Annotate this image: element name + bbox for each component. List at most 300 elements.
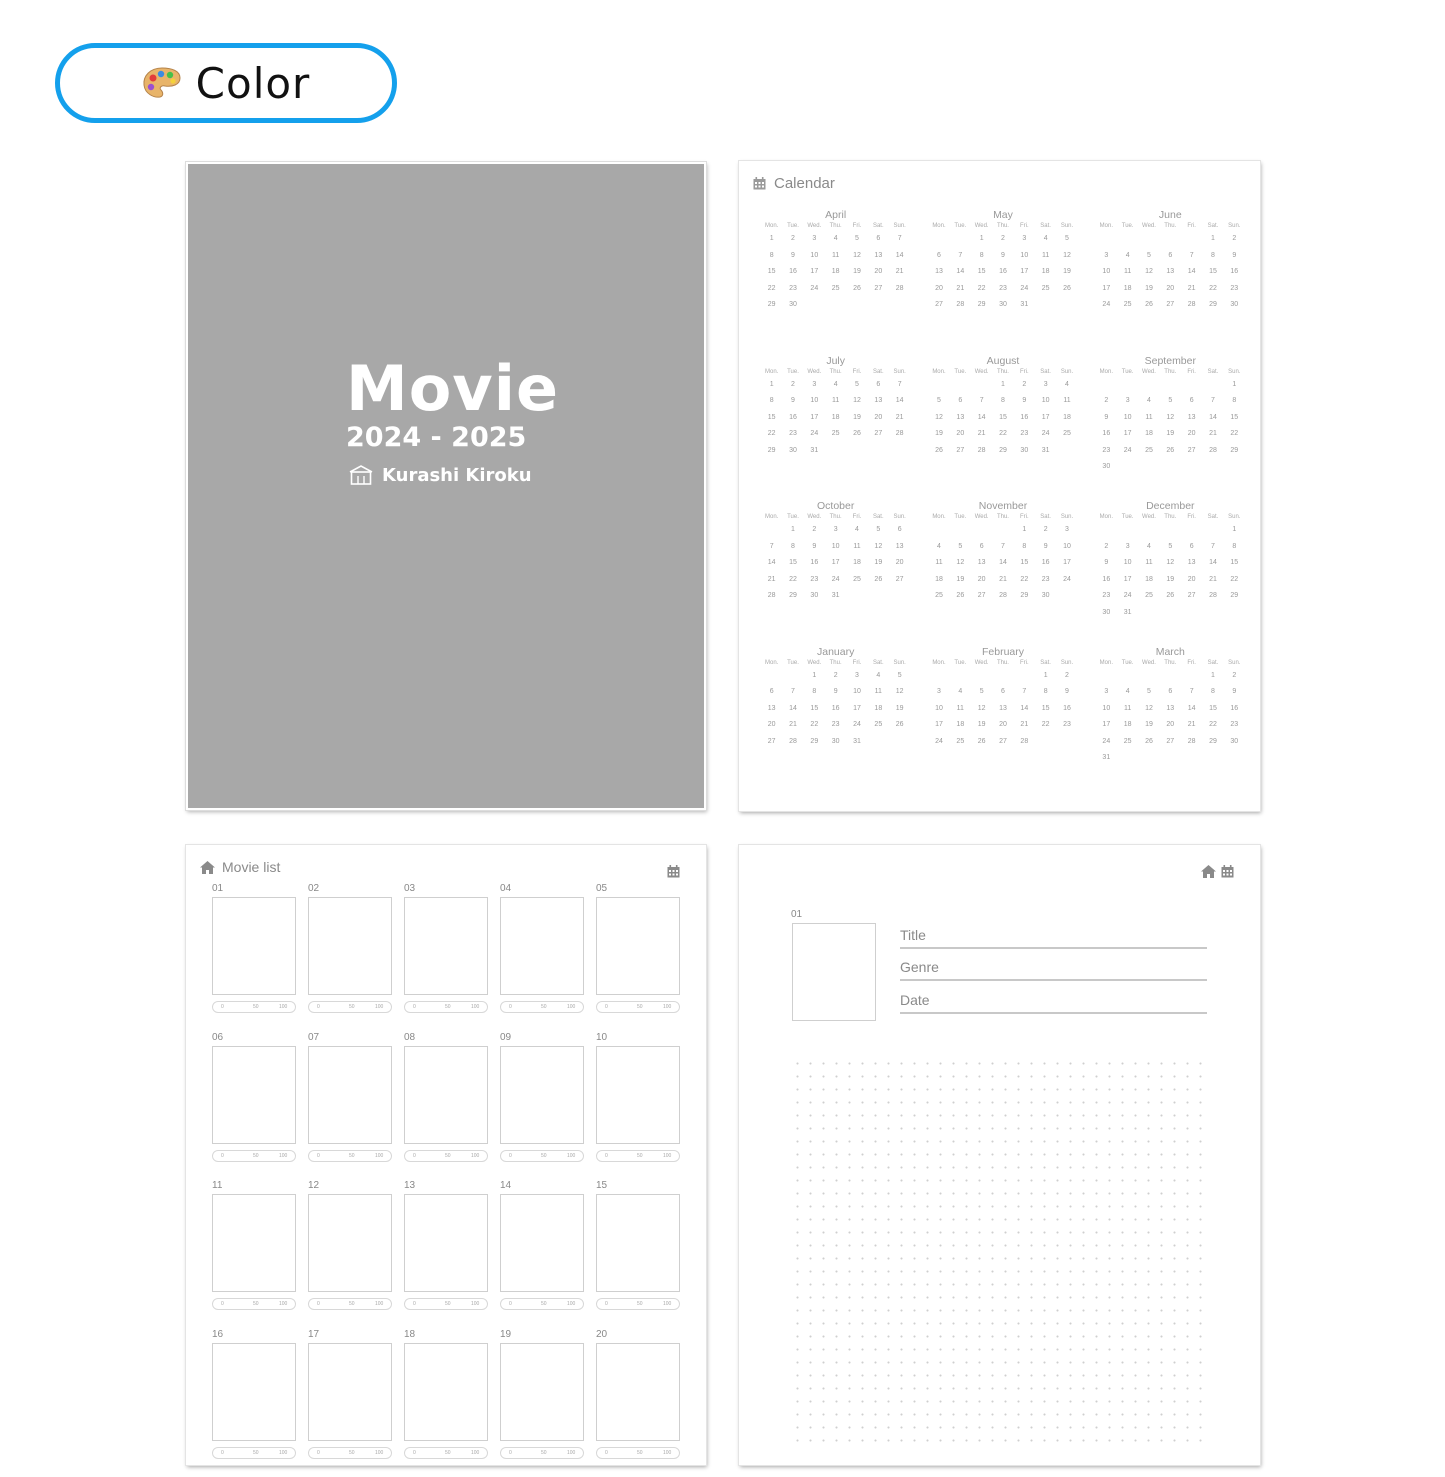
day-cell[interactable]: 11 xyxy=(1056,397,1077,414)
day-cell[interactable]: 24 xyxy=(1096,738,1117,755)
day-cell[interactable]: 4 xyxy=(928,543,949,560)
day-cell[interactable]: 8 xyxy=(1224,543,1245,560)
movie-slot[interactable] xyxy=(404,1329,488,1477)
day-cell[interactable]: 12 xyxy=(889,688,910,705)
day-cell[interactable]: 20 xyxy=(928,285,949,302)
day-cell[interactable]: 21 xyxy=(992,576,1013,593)
day-cell[interactable]: 18 xyxy=(868,705,889,722)
day-cell[interactable]: 14 xyxy=(1202,559,1223,576)
day-cell[interactable]: 1 xyxy=(1202,672,1223,689)
day-cell[interactable]: 13 xyxy=(1181,559,1202,576)
day-cell[interactable]: 20 xyxy=(950,430,971,447)
day-cell[interactable]: 3 xyxy=(1014,235,1035,252)
day-cell[interactable]: 22 xyxy=(971,285,992,302)
day-cell[interactable]: 17 xyxy=(1096,721,1117,738)
movie-slot[interactable] xyxy=(212,1032,296,1181)
day-cell[interactable]: 22 xyxy=(761,430,782,447)
day-cell[interactable]: 18 xyxy=(825,268,846,285)
day-cell[interactable]: 29 xyxy=(1202,738,1223,755)
day-cell[interactable]: 10 xyxy=(804,397,825,414)
day-cell[interactable]: 24 xyxy=(804,285,825,302)
day-cell[interactable]: 22 xyxy=(1224,576,1245,593)
day-cell[interactable]: 12 xyxy=(846,397,867,414)
day-cell[interactable]: 26 xyxy=(868,576,889,593)
day-cell[interactable]: 20 xyxy=(1181,430,1202,447)
poster-box[interactable] xyxy=(212,897,296,995)
day-cell[interactable]: 17 xyxy=(804,268,825,285)
day-cell[interactable]: 3 xyxy=(846,672,867,689)
day-cell[interactable]: 1 xyxy=(992,381,1013,398)
day-cell[interactable]: 14 xyxy=(1014,705,1035,722)
day-cell[interactable]: 6 xyxy=(1181,397,1202,414)
day-cell[interactable]: 8 xyxy=(1202,688,1223,705)
rating-scale[interactable] xyxy=(404,1447,488,1459)
day-cell[interactable]: 20 xyxy=(971,576,992,593)
day-cell[interactable]: 16 xyxy=(1035,559,1056,576)
day-cell[interactable]: 18 xyxy=(1056,414,1077,431)
rating-scale[interactable] xyxy=(596,1001,680,1013)
day-cell[interactable]: 12 xyxy=(950,559,971,576)
rating-scale[interactable] xyxy=(596,1298,680,1310)
day-cell[interactable]: 7 xyxy=(782,688,803,705)
movie-slot[interactable] xyxy=(212,883,296,1032)
day-cell[interactable]: 14 xyxy=(782,705,803,722)
day-cell[interactable]: 5 xyxy=(1138,252,1159,269)
day-cell[interactable]: 4 xyxy=(825,235,846,252)
day-cell[interactable]: 25 xyxy=(1117,301,1138,318)
movie-slot[interactable] xyxy=(500,883,584,1032)
day-cell[interactable]: 18 xyxy=(928,576,949,593)
day-cell[interactable]: 24 xyxy=(1117,447,1138,464)
day-cell[interactable]: 24 xyxy=(1014,285,1035,302)
movie-slot[interactable] xyxy=(308,1180,392,1329)
day-cell[interactable]: 26 xyxy=(928,447,949,464)
day-cell[interactable]: 29 xyxy=(804,738,825,755)
home-icon[interactable] xyxy=(200,861,215,874)
day-cell[interactable]: 21 xyxy=(782,721,803,738)
day-cell[interactable]: 30 xyxy=(1224,738,1245,755)
day-cell[interactable]: 6 xyxy=(992,688,1013,705)
day-cell[interactable]: 13 xyxy=(928,268,949,285)
day-cell[interactable]: 19 xyxy=(868,559,889,576)
day-cell[interactable]: 5 xyxy=(846,381,867,398)
movie-slot[interactable] xyxy=(596,1032,680,1181)
day-cell[interactable]: 15 xyxy=(1014,559,1035,576)
day-cell[interactable]: 31 xyxy=(1035,447,1056,464)
poster-box[interactable] xyxy=(308,897,392,995)
day-cell[interactable]: 20 xyxy=(1160,721,1181,738)
day-cell[interactable]: 3 xyxy=(804,235,825,252)
day-cell[interactable]: 8 xyxy=(761,397,782,414)
day-cell[interactable]: 29 xyxy=(1224,447,1245,464)
day-cell[interactable]: 6 xyxy=(1160,252,1181,269)
day-cell[interactable]: 28 xyxy=(992,592,1013,609)
day-cell[interactable]: 22 xyxy=(1014,576,1035,593)
day-cell[interactable]: 26 xyxy=(1138,301,1159,318)
day-cell[interactable]: 5 xyxy=(846,235,867,252)
day-cell[interactable]: 4 xyxy=(1056,381,1077,398)
day-cell[interactable]: 29 xyxy=(1224,592,1245,609)
day-cell[interactable]: 11 xyxy=(868,688,889,705)
poster-box[interactable] xyxy=(500,1343,584,1441)
day-cell[interactable]: 2 xyxy=(1056,672,1077,689)
day-cell[interactable]: 4 xyxy=(1138,397,1159,414)
day-cell[interactable]: 20 xyxy=(889,559,910,576)
day-cell[interactable]: 27 xyxy=(761,738,782,755)
day-cell[interactable]: 19 xyxy=(1160,576,1181,593)
day-cell[interactable]: 23 xyxy=(992,285,1013,302)
day-cell[interactable]: 19 xyxy=(1138,285,1159,302)
day-cell[interactable]: 24 xyxy=(1096,301,1117,318)
day-cell[interactable]: 1 xyxy=(1014,526,1035,543)
day-cell[interactable]: 27 xyxy=(1160,301,1181,318)
poster-box[interactable] xyxy=(212,1343,296,1441)
poster-box[interactable] xyxy=(792,923,876,1021)
day-cell[interactable]: 26 xyxy=(1056,285,1077,302)
day-cell[interactable]: 3 xyxy=(1096,252,1117,269)
day-cell[interactable]: 27 xyxy=(950,447,971,464)
day-cell[interactable]: 28 xyxy=(1202,447,1223,464)
day-cell[interactable]: 12 xyxy=(928,414,949,431)
movie-slot[interactable] xyxy=(500,1032,584,1181)
day-cell[interactable]: 13 xyxy=(1160,705,1181,722)
day-cell[interactable]: 23 xyxy=(1224,285,1245,302)
rating-scale[interactable] xyxy=(404,1298,488,1310)
day-cell[interactable]: 7 xyxy=(1202,543,1223,560)
day-cell[interactable]: 16 xyxy=(1056,705,1077,722)
day-cell[interactable]: 11 xyxy=(1138,559,1159,576)
day-cell[interactable]: 20 xyxy=(761,721,782,738)
day-cell[interactable]: 25 xyxy=(1035,285,1056,302)
rating-scale[interactable] xyxy=(212,1150,296,1162)
dot-grid-notes[interactable] xyxy=(791,1057,1211,1447)
day-cell[interactable]: 27 xyxy=(971,592,992,609)
day-cell[interactable]: 2 xyxy=(1224,672,1245,689)
rating-scale[interactable] xyxy=(596,1150,680,1162)
poster-box[interactable] xyxy=(596,897,680,995)
day-cell[interactable]: 10 xyxy=(1056,543,1077,560)
day-cell[interactable]: 6 xyxy=(971,543,992,560)
day-cell[interactable]: 23 xyxy=(825,721,846,738)
day-cell[interactable]: 8 xyxy=(992,397,1013,414)
day-cell[interactable]: 3 xyxy=(1117,397,1138,414)
poster-box[interactable] xyxy=(212,1046,296,1144)
day-cell[interactable]: 27 xyxy=(1160,738,1181,755)
day-cell[interactable]: 23 xyxy=(1096,447,1117,464)
day-cell[interactable]: 25 xyxy=(1117,738,1138,755)
day-cell[interactable]: 3 xyxy=(804,381,825,398)
day-cell[interactable]: 1 xyxy=(971,235,992,252)
day-cell[interactable]: 10 xyxy=(1035,397,1056,414)
day-cell[interactable]: 23 xyxy=(1014,430,1035,447)
day-cell[interactable]: 8 xyxy=(804,688,825,705)
day-cell[interactable]: 20 xyxy=(868,268,889,285)
day-cell[interactable]: 25 xyxy=(1056,430,1077,447)
poster-box[interactable] xyxy=(308,1046,392,1144)
title-field[interactable]: Title xyxy=(900,927,1207,949)
day-cell[interactable]: 7 xyxy=(889,235,910,252)
rating-scale[interactable] xyxy=(500,1298,584,1310)
day-cell[interactable]: 26 xyxy=(1160,592,1181,609)
day-cell[interactable]: 26 xyxy=(1138,738,1159,755)
day-cell[interactable]: 3 xyxy=(825,526,846,543)
day-cell[interactable]: 18 xyxy=(950,721,971,738)
day-cell[interactable]: 25 xyxy=(928,592,949,609)
day-cell[interactable]: 2 xyxy=(992,235,1013,252)
day-cell[interactable]: 10 xyxy=(825,543,846,560)
day-cell[interactable]: 5 xyxy=(950,543,971,560)
day-cell[interactable]: 21 xyxy=(1181,285,1202,302)
day-cell[interactable]: 13 xyxy=(868,397,889,414)
day-cell[interactable]: 30 xyxy=(1014,447,1035,464)
day-cell[interactable]: 28 xyxy=(889,285,910,302)
day-cell[interactable]: 9 xyxy=(825,688,846,705)
day-cell[interactable]: 9 xyxy=(1014,397,1035,414)
day-cell[interactable]: 15 xyxy=(804,705,825,722)
day-cell[interactable]: 10 xyxy=(846,688,867,705)
day-cell[interactable]: 10 xyxy=(1096,268,1117,285)
day-cell[interactable]: 8 xyxy=(1202,252,1223,269)
day-cell[interactable]: 9 xyxy=(804,543,825,560)
day-cell[interactable]: 15 xyxy=(1202,268,1223,285)
day-cell[interactable]: 12 xyxy=(1160,559,1181,576)
movie-slot[interactable] xyxy=(500,1180,584,1329)
calendar-link[interactable] xyxy=(667,865,680,883)
home-icon[interactable] xyxy=(1201,865,1216,878)
day-cell[interactable]: 19 xyxy=(1138,721,1159,738)
day-cell[interactable]: 22 xyxy=(1035,721,1056,738)
rating-scale[interactable] xyxy=(212,1298,296,1310)
day-cell[interactable]: 19 xyxy=(971,721,992,738)
day-cell[interactable]: 2 xyxy=(1014,381,1035,398)
day-cell[interactable]: 28 xyxy=(1181,738,1202,755)
day-cell[interactable]: 15 xyxy=(1224,559,1245,576)
day-cell[interactable]: 31 xyxy=(1117,609,1138,626)
day-cell[interactable]: 19 xyxy=(928,430,949,447)
poster-box[interactable] xyxy=(596,1046,680,1144)
day-cell[interactable]: 21 xyxy=(1202,430,1223,447)
day-cell[interactable]: 31 xyxy=(825,592,846,609)
day-cell[interactable]: 28 xyxy=(761,592,782,609)
poster-box[interactable] xyxy=(404,1046,488,1144)
day-cell[interactable]: 15 xyxy=(1224,414,1245,431)
day-cell[interactable]: 6 xyxy=(928,252,949,269)
rating-scale[interactable] xyxy=(404,1001,488,1013)
movie-slot[interactable] xyxy=(212,1329,296,1477)
day-cell[interactable]: 29 xyxy=(1014,592,1035,609)
date-field[interactable]: Date xyxy=(900,992,1207,1014)
day-cell[interactable]: 4 xyxy=(825,381,846,398)
day-cell[interactable]: 26 xyxy=(846,285,867,302)
day-cell[interactable]: 5 xyxy=(1056,235,1077,252)
day-cell[interactable]: 11 xyxy=(1138,414,1159,431)
day-cell[interactable]: 27 xyxy=(1181,592,1202,609)
day-cell[interactable]: 23 xyxy=(1096,592,1117,609)
day-cell[interactable]: 9 xyxy=(1096,559,1117,576)
day-cell[interactable]: 18 xyxy=(1035,268,1056,285)
day-cell[interactable]: 23 xyxy=(1056,721,1077,738)
day-cell[interactable]: 5 xyxy=(928,397,949,414)
day-cell[interactable]: 27 xyxy=(1181,447,1202,464)
day-cell[interactable]: 5 xyxy=(1138,688,1159,705)
day-cell[interactable]: 7 xyxy=(761,543,782,560)
day-cell[interactable]: 23 xyxy=(782,430,803,447)
day-cell[interactable]: 23 xyxy=(782,285,803,302)
day-cell[interactable]: 11 xyxy=(1117,705,1138,722)
day-cell[interactable]: 23 xyxy=(804,576,825,593)
day-cell[interactable]: 18 xyxy=(1117,721,1138,738)
day-cell[interactable]: 15 xyxy=(761,414,782,431)
rating-scale[interactable] xyxy=(596,1447,680,1459)
day-cell[interactable]: 25 xyxy=(950,738,971,755)
rating-scale[interactable] xyxy=(308,1447,392,1459)
day-cell[interactable]: 5 xyxy=(1160,397,1181,414)
day-cell[interactable]: 19 xyxy=(1056,268,1077,285)
day-cell[interactable]: 19 xyxy=(846,268,867,285)
day-cell[interactable]: 12 xyxy=(1138,268,1159,285)
day-cell[interactable]: 17 xyxy=(1117,430,1138,447)
day-cell[interactable]: 25 xyxy=(868,721,889,738)
day-cell[interactable]: 15 xyxy=(761,268,782,285)
day-cell[interactable]: 16 xyxy=(1014,414,1035,431)
poster-box[interactable] xyxy=(500,1194,584,1292)
day-cell[interactable]: 25 xyxy=(1138,592,1159,609)
day-cell[interactable]: 11 xyxy=(846,543,867,560)
day-cell[interactable]: 7 xyxy=(1181,688,1202,705)
day-cell[interactable]: 17 xyxy=(1117,576,1138,593)
rating-scale[interactable] xyxy=(500,1447,584,1459)
day-cell[interactable]: 8 xyxy=(1035,688,1056,705)
day-cell[interactable]: 24 xyxy=(928,738,949,755)
day-cell[interactable]: 26 xyxy=(1160,447,1181,464)
movie-slot[interactable] xyxy=(404,1180,488,1329)
day-cell[interactable]: 21 xyxy=(761,576,782,593)
day-cell[interactable]: 5 xyxy=(868,526,889,543)
day-cell[interactable]: 12 xyxy=(868,543,889,560)
poster-box[interactable] xyxy=(308,1343,392,1441)
poster-box[interactable] xyxy=(596,1343,680,1441)
movie-slot[interactable] xyxy=(500,1329,584,1477)
movie-slot[interactable] xyxy=(596,1329,680,1477)
day-cell[interactable]: 7 xyxy=(1202,397,1223,414)
day-cell[interactable]: 3 xyxy=(1117,543,1138,560)
movie-slot[interactable] xyxy=(404,883,488,1032)
day-cell[interactable]: 28 xyxy=(950,301,971,318)
day-cell[interactable]: 29 xyxy=(761,447,782,464)
day-cell[interactable]: 2 xyxy=(1096,397,1117,414)
day-cell[interactable]: 30 xyxy=(1224,301,1245,318)
day-cell[interactable]: 12 xyxy=(846,252,867,269)
day-cell[interactable]: 17 xyxy=(1056,559,1077,576)
day-cell[interactable]: 3 xyxy=(928,688,949,705)
day-cell[interactable]: 13 xyxy=(971,559,992,576)
day-cell[interactable]: 11 xyxy=(1117,268,1138,285)
day-cell[interactable]: 18 xyxy=(846,559,867,576)
day-cell[interactable]: 9 xyxy=(1224,252,1245,269)
movie-slot[interactable] xyxy=(308,883,392,1032)
day-cell[interactable]: 29 xyxy=(971,301,992,318)
day-cell[interactable]: 8 xyxy=(971,252,992,269)
day-cell[interactable]: 20 xyxy=(1181,576,1202,593)
day-cell[interactable]: 31 xyxy=(1014,301,1035,318)
day-cell[interactable]: 16 xyxy=(1224,268,1245,285)
rating-scale[interactable] xyxy=(500,1150,584,1162)
poster-box[interactable] xyxy=(596,1194,680,1292)
day-cell[interactable]: 23 xyxy=(1224,721,1245,738)
day-cell[interactable]: 22 xyxy=(1202,721,1223,738)
day-cell[interactable]: 14 xyxy=(971,414,992,431)
poster-box[interactable] xyxy=(500,897,584,995)
rating-scale[interactable] xyxy=(308,1298,392,1310)
day-cell[interactable]: 4 xyxy=(950,688,971,705)
genre-field[interactable]: Genre xyxy=(900,959,1207,981)
day-cell[interactable]: 6 xyxy=(1160,688,1181,705)
day-cell[interactable]: 20 xyxy=(1160,285,1181,302)
day-cell[interactable]: 27 xyxy=(928,301,949,318)
day-cell[interactable]: 10 xyxy=(804,252,825,269)
day-cell[interactable]: 25 xyxy=(1138,447,1159,464)
day-cell[interactable]: 14 xyxy=(992,559,1013,576)
day-cell[interactable]: 6 xyxy=(1181,543,1202,560)
day-cell[interactable]: 31 xyxy=(804,447,825,464)
day-cell[interactable]: 9 xyxy=(1056,688,1077,705)
day-cell[interactable]: 17 xyxy=(825,559,846,576)
day-cell[interactable]: 4 xyxy=(1138,543,1159,560)
day-cell[interactable]: 2 xyxy=(804,526,825,543)
day-cell[interactable]: 10 xyxy=(1014,252,1035,269)
day-cell[interactable]: 17 xyxy=(1014,268,1035,285)
day-cell[interactable]: 1 xyxy=(1035,672,1056,689)
poster-box[interactable] xyxy=(404,897,488,995)
day-cell[interactable]: 16 xyxy=(992,268,1013,285)
movie-slot[interactable] xyxy=(404,1032,488,1181)
day-cell[interactable]: 6 xyxy=(889,526,910,543)
day-cell[interactable]: 26 xyxy=(889,721,910,738)
day-cell[interactable]: 7 xyxy=(971,397,992,414)
calendar-icon[interactable] xyxy=(1221,865,1234,878)
day-cell[interactable]: 29 xyxy=(761,301,782,318)
day-cell[interactable]: 22 xyxy=(804,721,825,738)
day-cell[interactable]: 14 xyxy=(889,252,910,269)
day-cell[interactable]: 10 xyxy=(1117,414,1138,431)
day-cell[interactable]: 1 xyxy=(761,235,782,252)
day-cell[interactable]: 16 xyxy=(804,559,825,576)
day-cell[interactable]: 28 xyxy=(782,738,803,755)
day-cell[interactable]: 2 xyxy=(1224,235,1245,252)
day-cell[interactable]: 9 xyxy=(1224,688,1245,705)
day-cell[interactable]: 28 xyxy=(1181,301,1202,318)
day-cell[interactable]: 26 xyxy=(971,738,992,755)
day-cell[interactable]: 18 xyxy=(1117,285,1138,302)
day-cell[interactable]: 5 xyxy=(1160,543,1181,560)
day-cell[interactable]: 17 xyxy=(1035,414,1056,431)
movie-slot[interactable] xyxy=(308,1329,392,1477)
day-cell[interactable]: 17 xyxy=(1096,285,1117,302)
day-cell[interactable]: 29 xyxy=(1202,301,1223,318)
day-cell[interactable]: 2 xyxy=(1035,526,1056,543)
day-cell[interactable]: 8 xyxy=(1014,543,1035,560)
calendar-icon[interactable] xyxy=(667,865,680,878)
day-cell[interactable]: 27 xyxy=(868,285,889,302)
day-cell[interactable]: 7 xyxy=(1181,252,1202,269)
day-cell[interactable]: 17 xyxy=(846,705,867,722)
rating-scale[interactable] xyxy=(212,1447,296,1459)
day-cell[interactable]: 24 xyxy=(825,576,846,593)
day-cell[interactable]: 16 xyxy=(782,268,803,285)
day-cell[interactable]: 11 xyxy=(1035,252,1056,269)
day-cell[interactable]: 16 xyxy=(825,705,846,722)
day-cell[interactable]: 11 xyxy=(825,397,846,414)
